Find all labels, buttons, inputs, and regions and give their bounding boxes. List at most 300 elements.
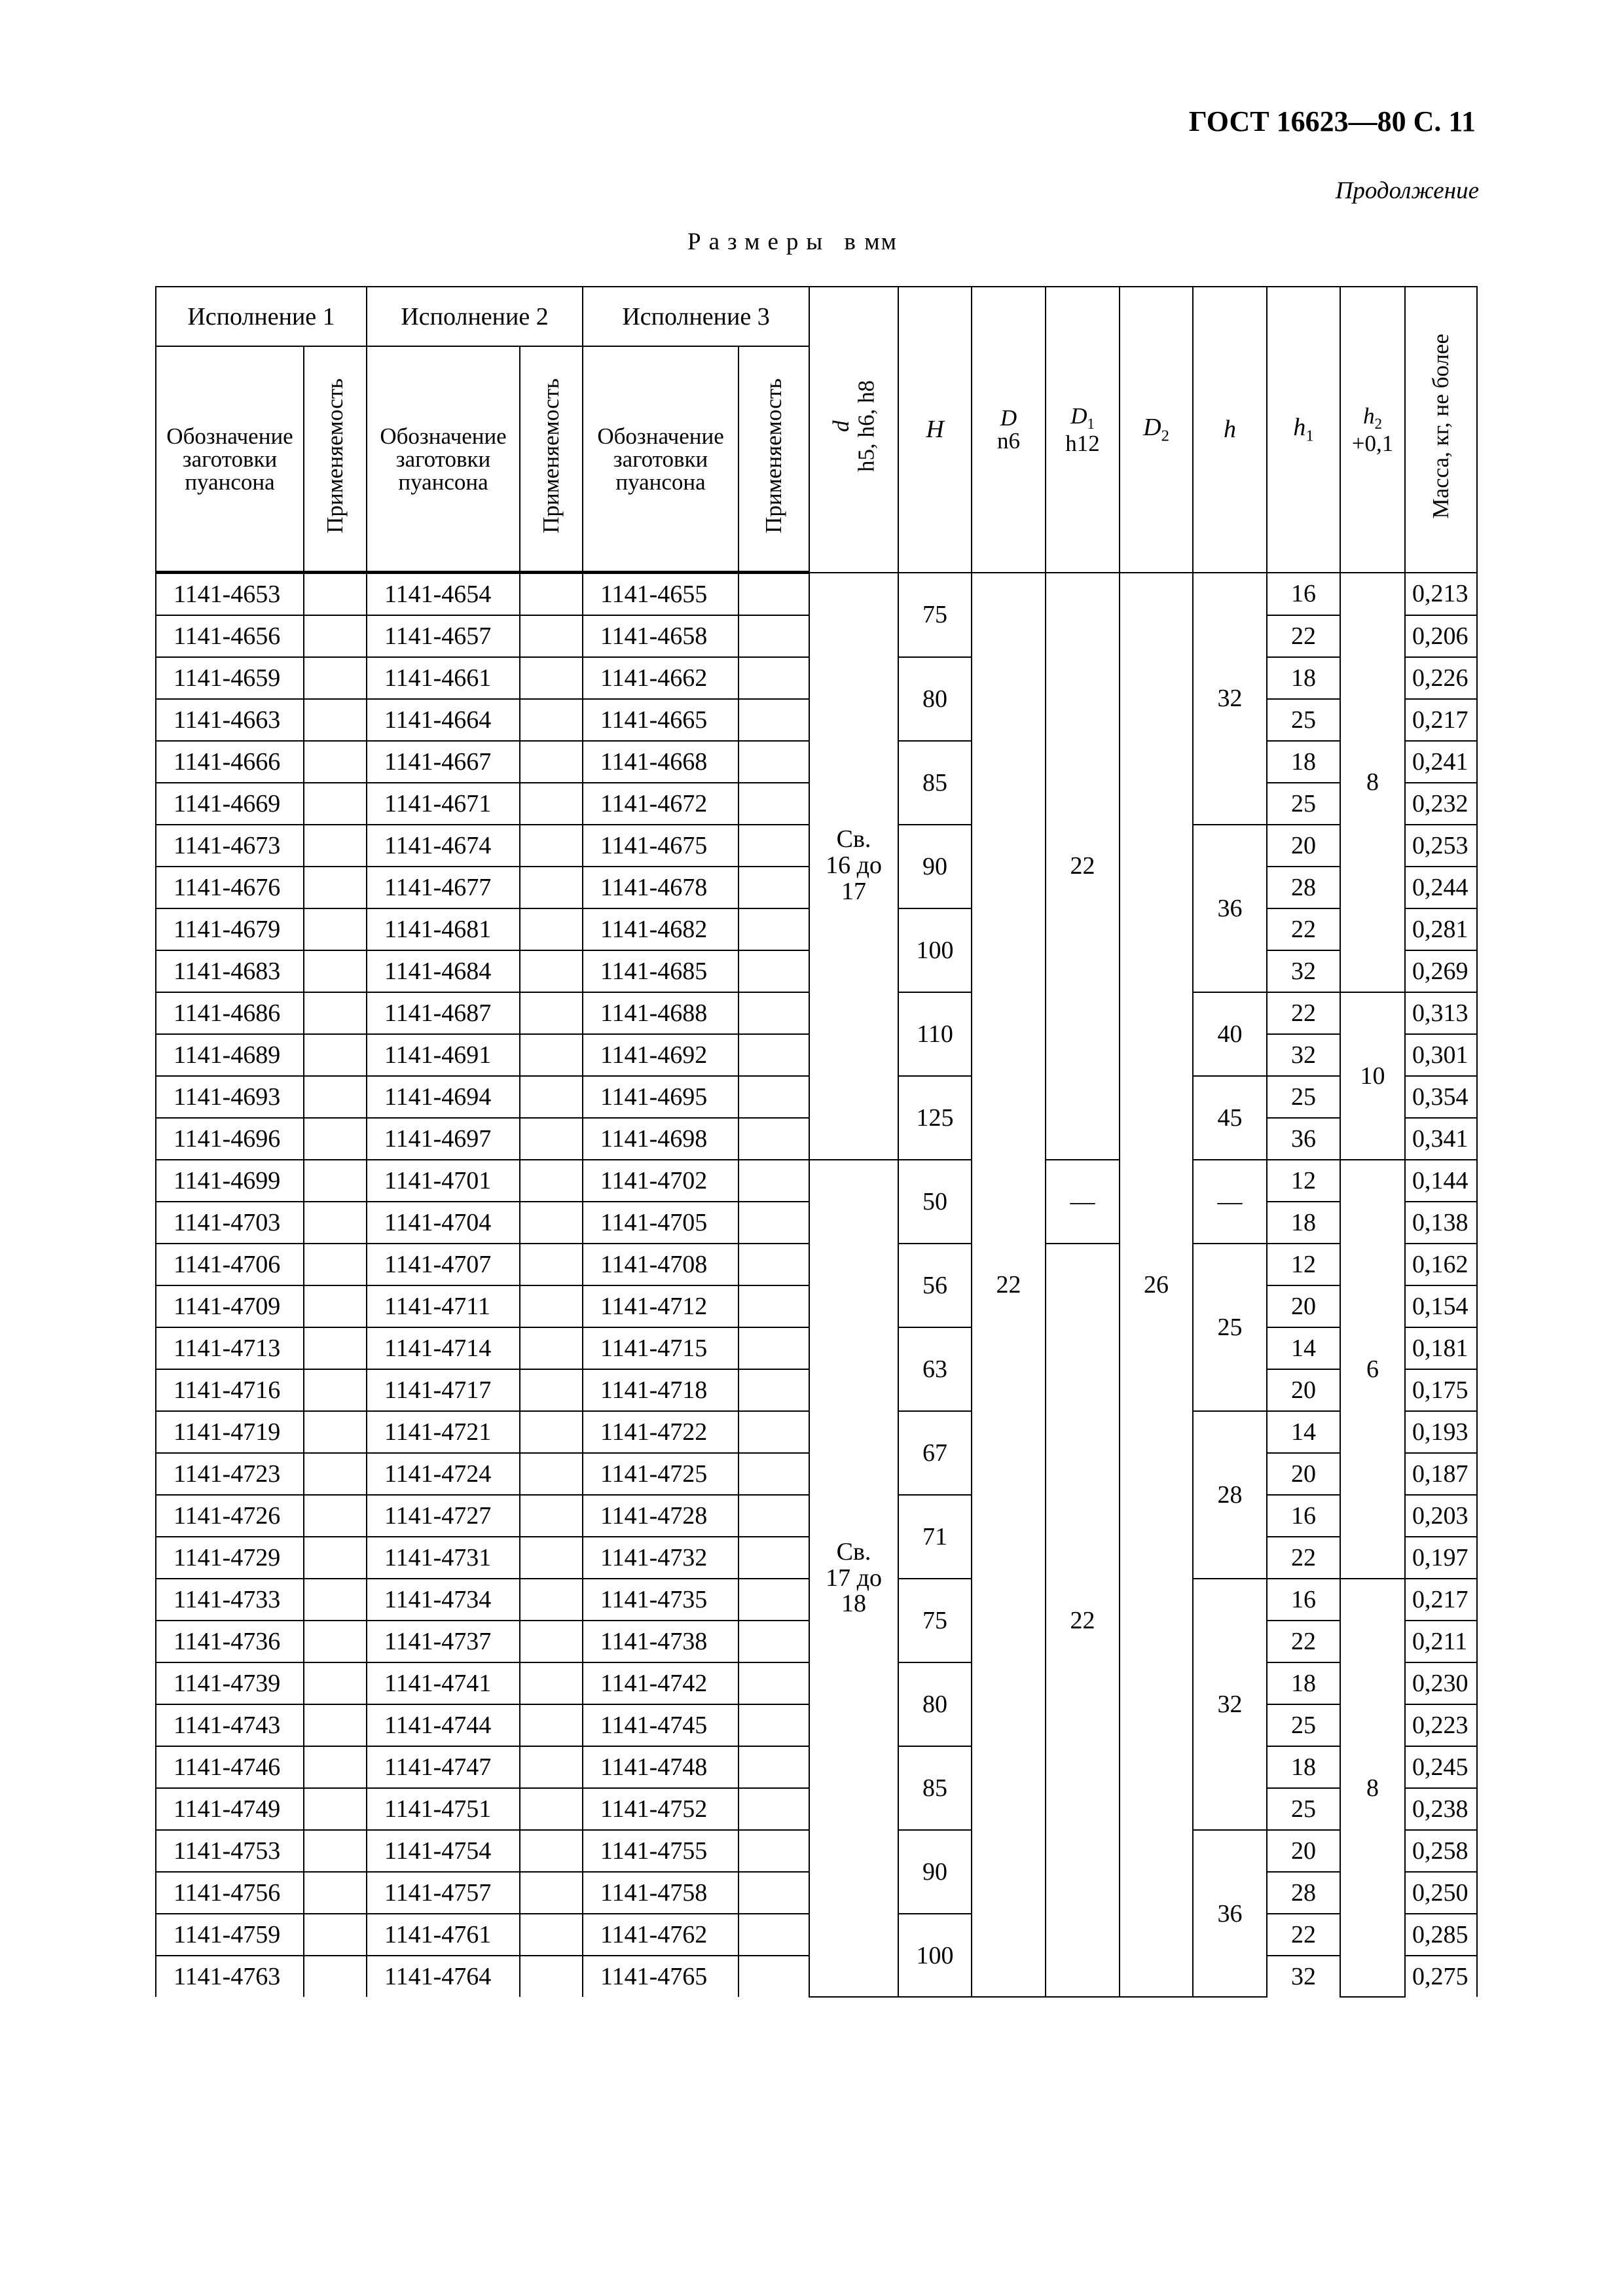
exec3-code-cell: 1141-4678 (583, 867, 739, 908)
exec2-code-cell: 1141-4731 (367, 1537, 520, 1579)
exec1-applicability-cell (304, 1202, 367, 1244)
exec3-code-cell: 1141-4758 (583, 1872, 739, 1914)
H-cell: 75 (898, 1579, 972, 1662)
exec1-applicability-cell (304, 1453, 367, 1495)
mass-cell: 0,187 (1405, 1453, 1477, 1495)
d-header (809, 287, 898, 573)
D2-header-symbol: D (1143, 414, 1161, 442)
exec1-applicability-cell (304, 1076, 367, 1118)
exec2-code-cell: 1141-4741 (367, 1662, 520, 1704)
exec2-applicability-cell (520, 1076, 583, 1118)
exec3-applicability-cell (739, 1202, 809, 1244)
mass-cell: 0,223 (1405, 1704, 1477, 1746)
exec1-code-cell: 1141-4673 (156, 825, 304, 867)
exec2-code-cell: 1141-4711 (367, 1285, 520, 1327)
exec2-applicability-cell (520, 1537, 583, 1579)
exec3-applicability-cell (739, 1662, 809, 1704)
exec2-applicability-cell (520, 1746, 583, 1788)
exec2-code-cell: 1141-4764 (367, 1956, 520, 1997)
h2-cell: 8 (1340, 1579, 1405, 1997)
exec1-code-cell: 1141-4699 (156, 1160, 304, 1202)
mass-cell: 0,281 (1405, 908, 1477, 950)
h1-cell: 22 (1267, 1621, 1340, 1662)
h2-header (1340, 287, 1405, 573)
mass-cell: 0,250 (1405, 1872, 1477, 1914)
exec2-applicability-cell (520, 1872, 583, 1914)
exec3-code-cell: 1141-4732 (583, 1537, 739, 1579)
exec3-applicability-cell (739, 615, 809, 657)
exec2-applicability-cell (520, 1495, 583, 1537)
exec1-applicability-cell (304, 825, 367, 867)
exec1-code-cell: 1141-4726 (156, 1495, 304, 1537)
exec1-applicability-cell (304, 1956, 367, 1997)
exec1-code-cell: 1141-4659 (156, 657, 304, 699)
exec3-code-cell: 1141-4752 (583, 1788, 739, 1830)
exec1-code-cell: 1141-4703 (156, 1202, 304, 1244)
h-cell: 32 (1193, 1579, 1267, 1830)
exec2-code-cell: 1141-4744 (367, 1704, 520, 1746)
exec1-code-cell: 1141-4663 (156, 699, 304, 741)
exec3-code-cell: 1141-4662 (583, 657, 739, 699)
exec3-code-cell: 1141-4728 (583, 1495, 739, 1537)
exec3-code-cell: 1141-4685 (583, 950, 739, 992)
exec3-code-cell: 1141-4712 (583, 1285, 739, 1327)
exec1-code-cell: 1141-4743 (156, 1704, 304, 1746)
exec3-applicability-header (739, 346, 809, 573)
exec3-applicability-cell (739, 1746, 809, 1788)
exec3-applicability-cell (739, 1621, 809, 1662)
exec2-applicability-cell (520, 1369, 583, 1411)
h1-cell: 25 (1267, 783, 1340, 825)
h1-header (1267, 287, 1340, 573)
exec1-code-cell: 1141-4683 (156, 950, 304, 992)
exec1-applicability-cell (304, 1244, 367, 1285)
exec3-applicability-cell (739, 1369, 809, 1411)
h-cell: 36 (1193, 1830, 1267, 1997)
h1-cell: 36 (1267, 1118, 1340, 1160)
exec3-applicability-cell (739, 783, 809, 825)
exec3-code-cell: 1141-4745 (583, 1704, 739, 1746)
mass-cell: 0,269 (1405, 950, 1477, 992)
exec2-code-cell: 1141-4751 (367, 1788, 520, 1830)
h-cell: 36 (1193, 825, 1267, 992)
exec1-applicability-cell (304, 699, 367, 741)
D-header (972, 287, 1046, 573)
exec3-applicability-text: Применяемость (761, 378, 787, 533)
exec2-code-cell: 1141-4734 (367, 1579, 520, 1621)
h1-cell: 22 (1267, 908, 1340, 950)
exec1-code-cell: 1141-4706 (156, 1244, 304, 1285)
d-header-symbol: d (828, 420, 854, 432)
exec3-applicability-cell (739, 1327, 809, 1369)
exec2-code-cell: 1141-4737 (367, 1621, 520, 1662)
h-cell: 45 (1193, 1076, 1267, 1160)
exec3-code-cell: 1141-4682 (583, 908, 739, 950)
h1-cell: 32 (1267, 950, 1340, 992)
D-header-symbol: D (1000, 405, 1017, 431)
exec1-applicability-cell (304, 1579, 367, 1621)
mass-cell: 0,301 (1405, 1034, 1477, 1076)
exec1-code-cell: 1141-4679 (156, 908, 304, 950)
exec1-applicability-cell (304, 1495, 367, 1537)
exec3-applicability-cell (739, 1914, 809, 1956)
h2-header-symbol: h (1363, 403, 1375, 429)
h1-cell: 25 (1267, 1704, 1340, 1746)
D-cell: 22 (972, 573, 1046, 1998)
exec2-applicability-cell (520, 1662, 583, 1704)
exec1-code-cell: 1141-4689 (156, 1034, 304, 1076)
exec3-applicability-cell (739, 1160, 809, 1202)
exec2-applicability-cell (520, 615, 583, 657)
exec3-code-cell: 1141-4668 (583, 741, 739, 783)
exec1-applicability-cell (304, 1369, 367, 1411)
exec1-code-cell: 1141-4719 (156, 1411, 304, 1453)
exec3-applicability-cell (739, 908, 809, 950)
mass-cell: 0,244 (1405, 867, 1477, 908)
mass-cell: 0,285 (1405, 1914, 1477, 1956)
exec3-applicability-cell (739, 741, 809, 783)
mass-cell: 0,213 (1405, 573, 1477, 616)
exec3-code-cell: 1141-4692 (583, 1034, 739, 1076)
exec1-code-cell: 1141-4676 (156, 867, 304, 908)
H-cell: 100 (898, 1914, 972, 1997)
mass-cell: 0,175 (1405, 1369, 1477, 1411)
exec2-applicability-cell (520, 1244, 583, 1285)
exec3-applicability-cell (739, 1830, 809, 1872)
exec3-designation-header: Обозначение заготовки пуансона (583, 346, 739, 573)
d-header-text (829, 380, 879, 472)
exec2-header: Исполнение 2 (367, 287, 583, 346)
exec2-code-cell: 1141-4661 (367, 657, 520, 699)
mass-cell: 0,354 (1405, 1076, 1477, 1118)
exec1-code-cell: 1141-4669 (156, 783, 304, 825)
exec2-code-cell: 1141-4684 (367, 950, 520, 992)
exec1-code-cell: 1141-4686 (156, 992, 304, 1034)
exec3-applicability-cell (739, 1076, 809, 1118)
exec1-code-cell: 1141-4666 (156, 741, 304, 783)
exec2-code-cell: 1141-4654 (367, 573, 520, 616)
exec3-applicability-cell (739, 1244, 809, 1285)
exec3-applicability-cell (739, 1579, 809, 1621)
H-cell: 125 (898, 1076, 972, 1160)
exec2-code-cell: 1141-4667 (367, 741, 520, 783)
mass-cell: 0,232 (1405, 783, 1477, 825)
exec2-code-cell: 1141-4657 (367, 615, 520, 657)
D2-cell: 26 (1120, 573, 1193, 1998)
exec3-applicability-cell (739, 1118, 809, 1160)
exec3-applicability-cell (739, 1537, 809, 1579)
exec1-code-cell: 1141-4759 (156, 1914, 304, 1956)
units-caption (687, 228, 898, 256)
h1-cell: 20 (1267, 825, 1340, 867)
exec2-applicability-cell (520, 573, 583, 616)
exec1-applicability-cell (304, 1160, 367, 1202)
exec2-applicability-cell (520, 1621, 583, 1662)
d-cell: Св. 16 до 17 (809, 573, 898, 1160)
exec1-code-cell: 1141-4756 (156, 1872, 304, 1914)
exec2-applicability-cell (520, 950, 583, 992)
H-cell: 85 (898, 741, 972, 825)
exec3-applicability-cell (739, 1704, 809, 1746)
units-caption-suffix: в мм (844, 228, 898, 255)
h-cell: 40 (1193, 992, 1267, 1076)
exec3-code-cell: 1141-4715 (583, 1327, 739, 1369)
exec2-code-cell: 1141-4707 (367, 1244, 520, 1285)
exec2-applicability-cell (520, 1704, 583, 1746)
exec2-code-cell: 1141-4671 (367, 783, 520, 825)
exec3-applicability-cell (739, 1411, 809, 1453)
exec2-code-cell: 1141-4704 (367, 1202, 520, 1244)
H-cell: 63 (898, 1327, 972, 1411)
exec3-applicability-cell (739, 1495, 809, 1537)
h1-cell: 22 (1267, 992, 1340, 1034)
exec3-applicability-cell (739, 1034, 809, 1076)
exec3-applicability-cell (739, 573, 809, 616)
h1-cell: 20 (1267, 1369, 1340, 1411)
exec1-applicability-cell (304, 1830, 367, 1872)
exec1-applicability-cell (304, 1662, 367, 1704)
h-header (1193, 287, 1267, 573)
h2-cell: 6 (1340, 1160, 1405, 1579)
d-cell: Св. 17 до 18 (809, 1160, 898, 1997)
exec2-applicability-cell (520, 1453, 583, 1495)
exec3-header: Исполнение 3 (583, 287, 809, 346)
exec2-code-cell: 1141-4664 (367, 699, 520, 741)
D1-header-tolerance: h12 (1065, 430, 1100, 456)
exec2-code-cell: 1141-4674 (367, 825, 520, 867)
exec3-code-cell: 1141-4688 (583, 992, 739, 1034)
exec1-applicability-cell (304, 1034, 367, 1076)
exec2-code-cell: 1141-4717 (367, 1369, 520, 1411)
h1-header-subscript: 1 (1305, 427, 1314, 446)
h1-header-symbol: h (1293, 414, 1306, 442)
exec2-code-cell: 1141-4761 (367, 1914, 520, 1956)
exec1-applicability-cell (304, 1537, 367, 1579)
exec2-code-cell: 1141-4757 (367, 1872, 520, 1914)
exec1-applicability-cell (304, 1746, 367, 1788)
exec3-code-cell: 1141-4735 (583, 1579, 739, 1621)
h1-cell: 25 (1267, 1788, 1340, 1830)
h1-cell: 22 (1267, 615, 1340, 657)
exec2-applicability-header (520, 346, 583, 573)
h1-cell: 32 (1267, 1034, 1340, 1076)
exec3-code-cell: 1141-4722 (583, 1411, 739, 1453)
mass-cell: 0,138 (1405, 1202, 1477, 1244)
exec1-code-cell: 1141-4656 (156, 615, 304, 657)
D-header-tolerance: n6 (997, 428, 1021, 454)
D1-cell: 22 (1046, 573, 1120, 1160)
h1-cell: 12 (1267, 1160, 1340, 1202)
h1-cell: 25 (1267, 1076, 1340, 1118)
mass-cell: 0,203 (1405, 1495, 1477, 1537)
exec1-code-cell: 1141-4746 (156, 1746, 304, 1788)
exec2-code-cell: 1141-4721 (367, 1411, 520, 1453)
exec1-code-cell: 1141-4733 (156, 1579, 304, 1621)
exec1-applicability-cell (304, 1411, 367, 1453)
exec3-applicability-cell (739, 950, 809, 992)
H-cell: 50 (898, 1160, 972, 1244)
exec3-applicability-cell (739, 1956, 809, 1997)
D1-cell: 22 (1046, 1244, 1120, 1997)
h-cell: — (1193, 1160, 1267, 1244)
exec1-applicability-cell (304, 1285, 367, 1327)
exec2-applicability-cell (520, 1956, 583, 1997)
exec2-code-cell: 1141-4747 (367, 1746, 520, 1788)
mass-cell: 0,197 (1405, 1537, 1477, 1579)
D2-header (1120, 287, 1193, 573)
exec2-applicability-cell (520, 867, 583, 908)
h1-cell: 18 (1267, 657, 1340, 699)
exec1-code-cell: 1141-4753 (156, 1830, 304, 1872)
mass-cell: 0,258 (1405, 1830, 1477, 1872)
h1-cell: 28 (1267, 1872, 1340, 1914)
table-row (156, 1160, 1477, 1202)
mass-cell: 0,193 (1405, 1411, 1477, 1453)
mass-cell: 0,144 (1405, 1160, 1477, 1202)
exec3-code-cell: 1141-4672 (583, 783, 739, 825)
exec3-code-cell: 1141-4738 (583, 1621, 739, 1662)
exec2-applicability-cell (520, 1202, 583, 1244)
h1-cell: 22 (1267, 1914, 1340, 1956)
mass-cell: 0,206 (1405, 615, 1477, 657)
exec2-applicability-cell (520, 1788, 583, 1830)
exec2-applicability-cell (520, 992, 583, 1034)
mass-cell: 0,226 (1405, 657, 1477, 699)
exec2-code-cell: 1141-4687 (367, 992, 520, 1034)
mass-cell: 0,162 (1405, 1244, 1477, 1285)
mass-cell: 0,313 (1405, 992, 1477, 1034)
units-caption-main: Размеры (687, 228, 831, 255)
exec3-code-cell: 1141-4725 (583, 1453, 739, 1495)
H-cell: 100 (898, 908, 972, 992)
exec1-code-cell: 1141-4653 (156, 573, 304, 616)
H-cell: 85 (898, 1746, 972, 1830)
mass-cell: 0,253 (1405, 825, 1477, 867)
exec2-code-cell: 1141-4754 (367, 1830, 520, 1872)
h2-cell: 10 (1340, 992, 1405, 1160)
H-cell: 56 (898, 1244, 972, 1327)
exec1-code-cell: 1141-4729 (156, 1537, 304, 1579)
exec3-code-cell: 1141-4755 (583, 1830, 739, 1872)
exec2-applicability-text: Применяемость (538, 378, 564, 533)
exec3-code-cell: 1141-4675 (583, 825, 739, 867)
H-cell: 90 (898, 1830, 972, 1914)
h1-cell: 16 (1267, 1495, 1340, 1537)
h1-cell: 16 (1267, 1579, 1340, 1621)
D1-header (1046, 287, 1120, 573)
exec1-code-cell: 1141-4713 (156, 1327, 304, 1369)
exec1-applicability-cell (304, 657, 367, 699)
exec2-applicability-cell (520, 908, 583, 950)
exec1-applicability-cell (304, 1118, 367, 1160)
h2-header-tolerance: +0,1 (1351, 430, 1394, 456)
exec1-code-cell: 1141-4749 (156, 1788, 304, 1830)
exec2-code-cell: 1141-4697 (367, 1118, 520, 1160)
exec2-applicability-cell (520, 699, 583, 741)
h1-cell: 18 (1267, 1662, 1340, 1704)
exec2-code-cell: 1141-4701 (367, 1160, 520, 1202)
exec3-applicability-cell (739, 657, 809, 699)
mass-cell: 0,154 (1405, 1285, 1477, 1327)
exec2-code-cell: 1141-4681 (367, 908, 520, 950)
mass-cell: 0,245 (1405, 1746, 1477, 1788)
exec2-applicability-cell (520, 1830, 583, 1872)
H-header (898, 287, 972, 573)
exec3-code-cell: 1141-4658 (583, 615, 739, 657)
h2-cell: 8 (1340, 573, 1405, 993)
exec1-applicability-cell (304, 573, 367, 616)
H-cell: 75 (898, 573, 972, 658)
h1-cell: 14 (1267, 1327, 1340, 1369)
exec3-code-cell: 1141-4705 (583, 1202, 739, 1244)
exec1-designation-header: Обозначение заготовки пуансона (156, 346, 304, 573)
h1-cell: 32 (1267, 1956, 1340, 1997)
exec1-applicability-cell (304, 1872, 367, 1914)
exec2-applicability-cell (520, 1327, 583, 1369)
continuation-label: Продолжение (1335, 177, 1479, 204)
exec2-code-cell: 1141-4677 (367, 867, 520, 908)
exec1-code-cell: 1141-4716 (156, 1369, 304, 1411)
exec2-applicability-cell (520, 657, 583, 699)
exec1-applicability-cell (304, 1327, 367, 1369)
exec3-applicability-cell (739, 825, 809, 867)
exec2-applicability-cell (520, 741, 583, 783)
exec3-applicability-cell (739, 992, 809, 1034)
exec3-applicability-cell (739, 1453, 809, 1495)
exec3-applicability-cell (739, 1788, 809, 1830)
exec1-code-cell: 1141-4736 (156, 1621, 304, 1662)
D1-cell: — (1046, 1160, 1120, 1244)
h1-cell: 14 (1267, 1411, 1340, 1453)
mass-cell: 0,217 (1405, 1579, 1477, 1621)
d-header-tolerance: h5, h6, h8 (853, 380, 879, 473)
h2-header-subscript: 2 (1374, 415, 1382, 432)
exec1-code-cell: 1141-4739 (156, 1662, 304, 1704)
exec1-applicability-cell (304, 867, 367, 908)
h1-cell: 20 (1267, 1830, 1340, 1872)
mass-cell: 0,211 (1405, 1621, 1477, 1662)
exec1-applicability-cell (304, 1704, 367, 1746)
table-row (156, 573, 1477, 616)
H-cell: 80 (898, 657, 972, 741)
h1-cell: 12 (1267, 1244, 1340, 1285)
mass-header (1405, 287, 1477, 573)
exec1-applicability-cell (304, 1788, 367, 1830)
h1-cell: 20 (1267, 1285, 1340, 1327)
h-header-symbol: h (1224, 416, 1237, 444)
H-header-symbol: H (926, 416, 944, 444)
exec3-code-cell: 1141-4762 (583, 1914, 739, 1956)
h1-cell: 18 (1267, 741, 1340, 783)
exec2-applicability-cell (520, 1411, 583, 1453)
exec2-code-cell: 1141-4727 (367, 1495, 520, 1537)
exec2-designation-header: Обозначение заготовки пуансона (367, 346, 520, 573)
D2-header-subscript: 2 (1161, 427, 1169, 446)
exec2-applicability-cell (520, 783, 583, 825)
exec3-code-cell: 1141-4655 (583, 573, 739, 616)
exec3-code-cell: 1141-4765 (583, 1956, 739, 1997)
dimensions-table (155, 286, 1478, 1998)
h1-cell: 22 (1267, 1537, 1340, 1579)
h-cell: 25 (1193, 1244, 1267, 1411)
exec2-applicability-cell (520, 1034, 583, 1076)
mass-cell: 0,217 (1405, 699, 1477, 741)
exec3-code-cell: 1141-4698 (583, 1118, 739, 1160)
exec1-applicability-cell (304, 950, 367, 992)
exec3-applicability-cell (739, 699, 809, 741)
exec1-applicability-cell (304, 1914, 367, 1956)
exec2-applicability-cell (520, 825, 583, 867)
